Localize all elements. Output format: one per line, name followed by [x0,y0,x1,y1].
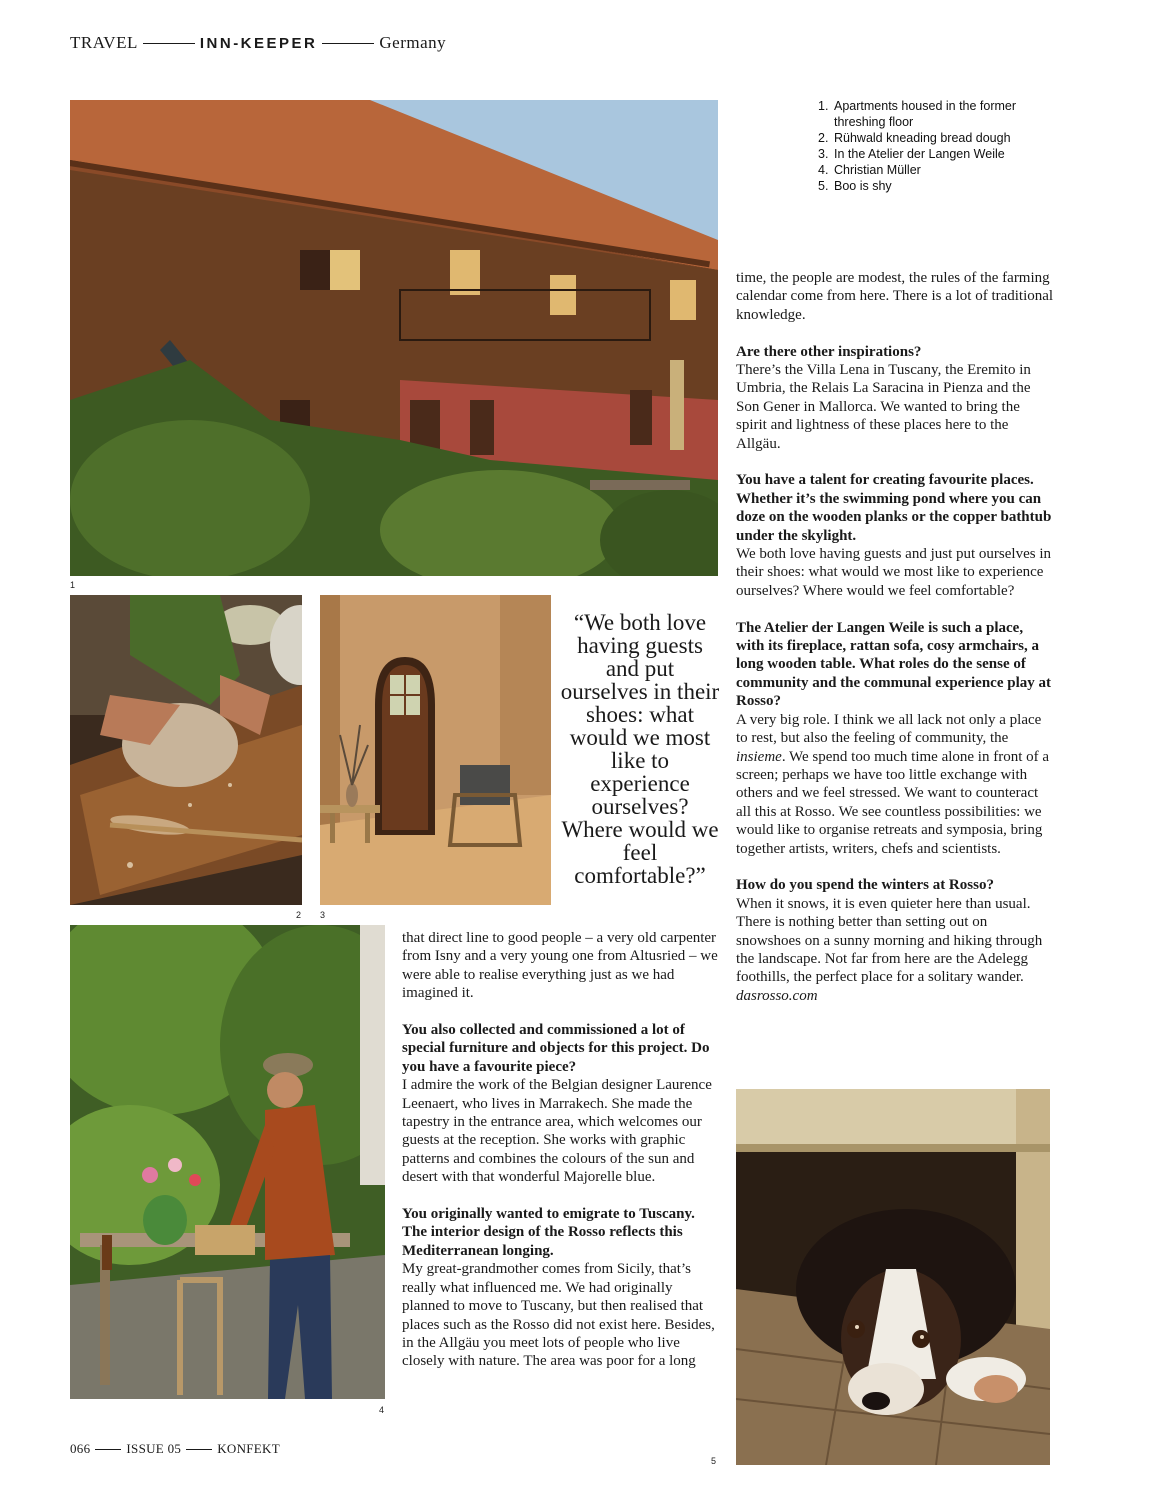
page-number: 066 [70,1441,91,1456]
qa-block [736,343,1054,453]
footer-rule [186,1449,212,1450]
qa-block [736,471,1054,600]
photo-number: 3 [320,910,326,920]
photo-captions [818,98,1058,194]
header-section: TRAVEL [70,33,138,52]
interview-question: You originally wanted to emigrate to Tuscany. The interior design of the Rosso reflects this Mediterranean longing. [402,1206,695,1259]
interview-question: How do you spend the winters at Rosso? [736,877,994,894]
header-rule [322,43,374,44]
header-rubric: INN-KEEPER [199,34,318,52]
qa-block [402,1021,722,1187]
photo-number: 2 [296,910,302,920]
photo-number: 1 [70,580,76,590]
body-paragraph: that direct line to good people – a very old carpenter from Isny and a very young one from Altusried – we were able to realise everything just as we had imagined it. [402,930,718,1002]
interview-answer: There’s the Villa Lena in Tuscany, the Eremito in Umbria, the Relais La Saracina in Pienza and the Son Gener in Mallorca. We wanted to bring the spirit and lightness of these places here to the Allgäu. [736,362,1031,452]
photo-number: 4 [379,1405,385,1415]
interview-question: The Atelier der Langen Weile is such a place, with its fireplace, rattan sofa, cosy armchairs, a long wooden table. What roles do the sense of community and the communal experience play at Rosso? [736,619,1051,710]
photo-farmhouse [70,100,718,576]
caption-item: 3. In the Atelier der Langen Weile [818,147,1005,161]
website-link[interactable]: dasrosso.com [736,987,818,1004]
caption-item: 4. Christian Müller [818,163,921,177]
caption-item: 5. Boo is shy [818,179,892,193]
header-country: Germany [379,33,447,52]
photo-bread-dough [70,595,302,905]
interview-question: Are there other inspirations? [736,343,922,360]
footer-rule [95,1449,121,1450]
interview-answer: When it snows, it is even quieter here than usual. There is nothing better than setting out on snowshoes on a sunny morning and hiking through the landscape. Not far from here are the Adelegg foothills, the perfect place for a solitary wander. [736,895,1043,986]
photo-dog-boo [736,1089,1050,1465]
interview-answer: My great-grandmother comes from Sicily, that’s really what influenced me. We had originally planned to move to Tuscany, but then realised that places such as the Rosso did not exist here. Besides, in the Allgäu you meet lots of people who live closely with nature. The area was poor for a long [402,1261,715,1370]
pull-quote: “We both love having guests and put ourselves in their shoes: what would we most like to experience ourselves? Where would we feel comfortable?” [560,610,720,888]
qa-block [402,1205,722,1371]
interview-answer: I admire the work of the Belgian designer Laurence Leenaert, who lives in Marrakech. She made the tapestry in the entrance area, which welcomes our guests at the reception. She works with graphic patterns and combines the colours of the sun and desert with that wonderful Majorelle blue. [402,1077,712,1186]
middle-column [402,929,722,1371]
qa-block [736,876,1054,1005]
body-paragraph: time, the people are modest, the rules of the farming calendar come from here. There is a lot of traditional knowledge. [736,270,1054,323]
photo-atelier-room [320,595,551,905]
magazine-name: KONFEKT [217,1441,280,1456]
caption-item: 2. Rühwald kneading bread dough [818,131,1011,145]
page-footer [70,1441,280,1457]
interview-question: You also collected and commissioned a lot of special furniture and objects for this project. Do you have a favourite piece? [402,1022,710,1075]
italic-word: insieme [736,748,782,765]
issue-label: ISSUE 05 [126,1441,182,1456]
qa-block [736,619,1054,858]
interview-answer: A very big role. I think we all lack not only a place to rest, but also the feeling of community, the insieme. We spend too much time alone in front of a screen; perhaps we have too little exchange with others and we feel stressed. We want to counteract all this at Rosso. We see countless possibilities: we would like to organise retreats and symposia, bring together artists, writers, chefs and scientists. [736,711,1050,857]
photo-christian-mueller [70,925,385,1399]
caption-item: 1. Apartments housed in the former threshing floor [818,99,1017,129]
photo-number: 5 [711,1456,717,1466]
page-header [70,32,446,54]
right-column [736,269,1054,1005]
header-rule [143,43,195,44]
interview-question: You have a talent for creating favourite places. Whether it’s the swimming pond where you can doze on the wooden planks or the copper bathtub under the skylight. [736,472,1052,544]
interview-answer: We both love having guests and just put ourselves in their shoes: what would we most like to experience ourselves? Where would we feel comfortable? [736,546,1051,599]
